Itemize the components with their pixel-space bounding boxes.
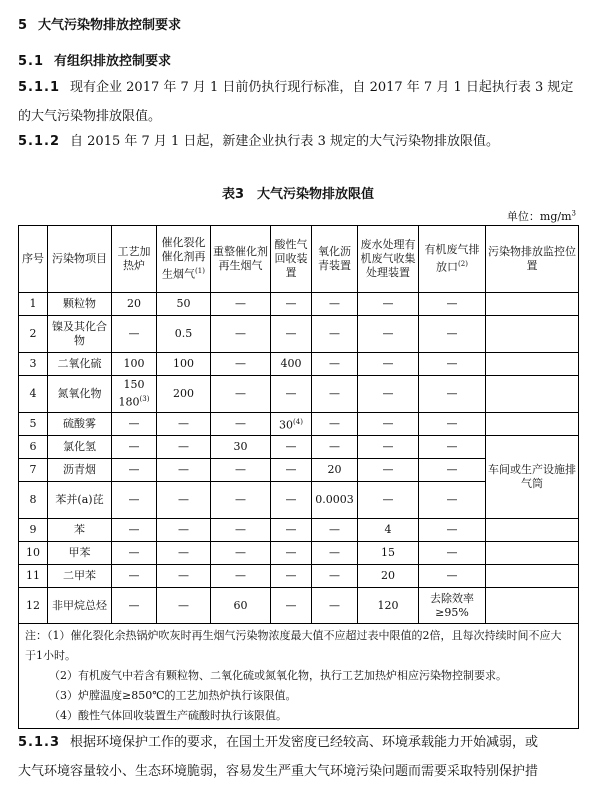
table-unit: 单位：$mg/m^3$ [506,209,576,223]
section-5-heading: 5 大气污染物排放控制要求 [18,18,182,33]
monitor-location-cell [486,542,579,565]
table-row: 5 硫酸雾 — — — 30$^{(4)}$ — — — [19,413,579,436]
note-3: （3）炉膛温度≥850℃的工艺加热炉执行该限值。 [49,689,297,702]
paragraph-5-1-1: 5.1.1 现有企业 2017 年 7 月 1 日前仍执行现行标准，自 2017 年 7 月 1 日起执行表 3 规定 的大气污染物排放限值。 [18,80,574,124]
header-organic: 有机废气排放口$^{(2)}$ [419,226,486,293]
table-row: 8 苯并(a)芘 — — — — 0.0003 — — [19,482,579,519]
note-1: 注：（1）催化裂化余热锅炉吹灰时再生烟气污染物浓度最大值不应超过表中限值的2倍，且每次持续时间不应大于1小时。 [25,629,562,662]
monitor-location-cell [486,376,579,413]
header-acid: 酸性气回收装置 [271,226,312,293]
table-notes-row [19,624,579,729]
header-pollutant: 污染物项目 [48,226,112,293]
table-caption: 表3 大气污染物排放限值 [221,187,375,202]
table-row: 7 沥青烟 — — — — 20 — — [19,459,579,482]
header-monitor: 污染物排放监控位置 [486,226,579,293]
section-5-1-heading: 5.1 有组织排放控制要求 [18,54,172,69]
table-row: 1 颗粒物 20 50 — — — — — [19,293,579,316]
paragraph-5-1-3: 5.1.3 根据环境保护工作的要求，在国土开发密度已经较高、环境承载能力开始减弱，或 大气环境容量较小、生态环境脆弱，容易发生严重大气环境污染问题而需要采取特别保护措 [18,735,539,779]
table-row: 11 二甲苯 — — — — — 20 — [19,565,579,588]
table-row: 4 氮氧化物 150 180$^{(3)}$ 200 — — — — — [19,376,579,413]
table-row: 9 苯 — — — — — 4 — [19,519,579,542]
header-waste: 废水处理有机废气收集处理装置 [358,226,419,293]
monitor-location-cell [486,293,579,316]
monitor-location-cell [486,316,579,353]
table-row: 3 二氧化硫 100 100 — 400 — — — [19,353,579,376]
monitor-location-cell: 车间或生产设施排气筒 [486,436,579,519]
header-reform: 重整催化剂再生烟气 [211,226,271,293]
table-notes [19,624,579,729]
monitor-location-cell [486,413,579,436]
note-4: （4）酸性气体回收装置生产硫酸时执行该限值。 [49,709,287,722]
header-furnace: 工艺加热炉 [112,226,157,293]
header-asphalt: 氧化沥青装置 [312,226,358,293]
monitor-location-cell [486,588,579,624]
header-fcc: 催化裂化催化剂再生烟气$^{(1)}$ [157,226,211,293]
table-row: 12 非甲烷总烃 — — 60 — — 120 去除效率≥95% [19,588,579,624]
table-row: 2 镍及其化合物 — 0.5 — — — — — [19,316,579,353]
paragraph-5-1-2: 5.1.2 自 2015 年 7 月 1 日起，新建企业执行表 3 规定的大气污染物排放限值。 [18,134,499,149]
monitor-location-cell [486,519,579,542]
note-2: （2）有机废气中若含有颗粒物、二氧化硫或氮氧化物，执行工艺加热炉相应污染物控制要求。 [49,669,507,682]
monitor-location-cell [486,353,579,376]
table-row: 6 氯化氢 — — 30 — — — — 车间或生产设施排气筒 [19,436,579,459]
header-no: 序号 [19,226,48,293]
table-header-row [19,226,579,293]
table-row: 10 甲苯 — — — — — 15 — [19,542,579,565]
emission-limits-table [18,225,579,729]
monitor-location-cell [486,565,579,588]
